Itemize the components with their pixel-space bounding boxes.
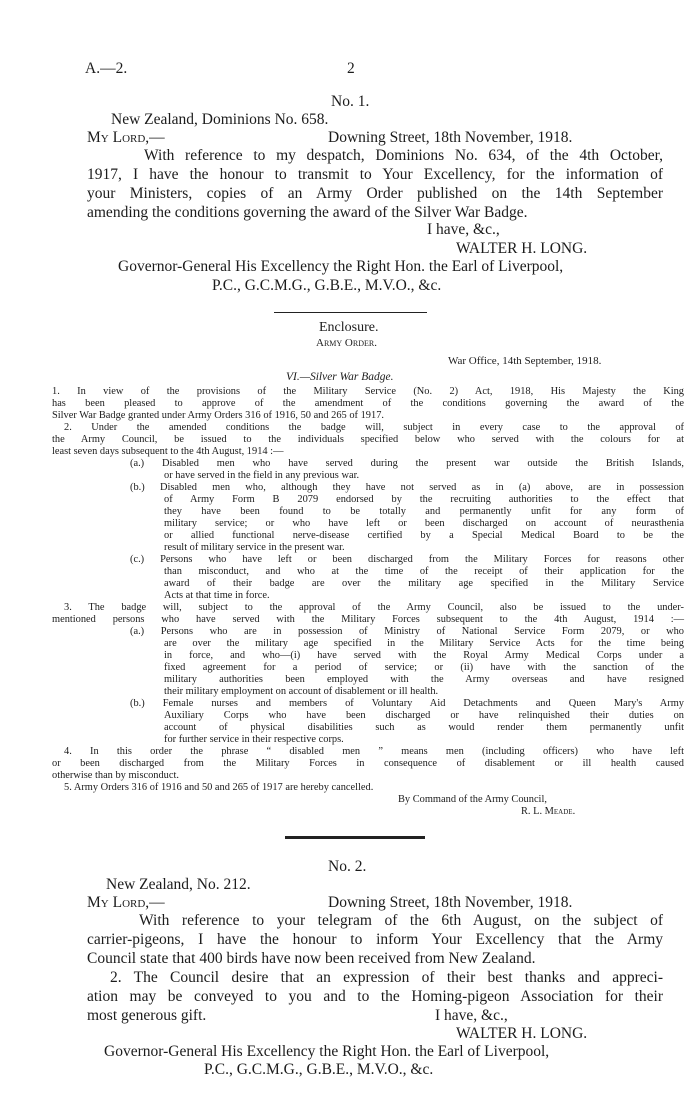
item-3a-line: fixed agreement for a period of service; or (ii) have with the sanction of the bbox=[164, 662, 684, 673]
page-number: 2 bbox=[347, 60, 355, 77]
letter2-addressee: Governor-General His Excellency the Right Hon. the Earl of Liverpool, bbox=[104, 1043, 550, 1060]
letter1-salutation: My Lord,— bbox=[87, 129, 165, 146]
section-divider bbox=[274, 312, 427, 313]
letter1-addressee-titles: P.C., G.C.M.G., G.B.E., M.V.O., &c. bbox=[212, 277, 442, 294]
letter1-body-line: 1917, I have the honour to transmit to Your Excellency, for the information of bbox=[87, 166, 663, 183]
enclosure-place-date: War Office, 14th September, 1918. bbox=[448, 355, 602, 367]
para-2-line: least seven days subsequent to the 4th August, 1914 :— bbox=[52, 446, 284, 457]
letter2-signature: WALTER H. LONG. bbox=[456, 1025, 588, 1042]
letter2-body-line: most generous gift. bbox=[87, 1007, 207, 1024]
letter1-closing: I have, &c., bbox=[427, 221, 500, 238]
item-b-line: or allied functional nerve-disease certified by a Special Medical Board to be the bbox=[164, 530, 684, 541]
letter1-ref: New Zealand, Dominions No. 658. bbox=[111, 111, 329, 128]
item-3b-line: account of physical disabilities such as would render them permanently unfit bbox=[164, 722, 684, 733]
enclosure-command: By Command of the Army Council, bbox=[398, 794, 547, 805]
para-4-line: otherwise than by misconduct. bbox=[52, 770, 179, 781]
letter1-title: No. 1. bbox=[331, 93, 370, 110]
letter2-body-line: Council state that 400 birds have now been received from New Zealand. bbox=[87, 950, 536, 967]
letter2-body-line: 2. The Council desire that an expression of their best thanks and appreci- bbox=[110, 969, 663, 986]
item-3a-line: in force, and who—(i) have served with the Royal Army Medical Corps under a bbox=[164, 650, 684, 661]
item-3a-line: their military employment on account of disablement or ill health. bbox=[164, 686, 439, 697]
para-2-line: the Army Council, be issued to the individuals specified below who served with the colours for at bbox=[52, 434, 684, 445]
letter2-ref: New Zealand, No. 212. bbox=[106, 876, 251, 893]
letter1-addressee: Governor-General His Excellency the Right Hon. the Earl of Liverpool, bbox=[118, 258, 564, 275]
item-c-line: (c.) Persons who have left or been discharged from the Military Forces for reasons other bbox=[130, 554, 684, 565]
para-4-line: 4. In this order the phrase “ disabled men ” means men (including officers) who have left bbox=[64, 746, 684, 757]
letter1-signature: WALTER H. LONG. bbox=[456, 240, 588, 257]
letter1-body-line: amending the conditions governing the award of the Silver War Badge. bbox=[87, 204, 528, 221]
item-3a-line: are over the military age specified in the Military Service Acts for the time being bbox=[164, 638, 684, 649]
letter1-body-line: your Ministers, copies of an Army Order published on the 14th September bbox=[87, 185, 663, 202]
letter2-body-line: ation may be conveyed to you and to the Homing-pigeon Association for their bbox=[87, 988, 663, 1005]
letter2-salutation: My Lord,— bbox=[87, 894, 165, 911]
letter2-title: No. 2. bbox=[328, 858, 367, 875]
enclosure-heading: VI.—Silver War Badge. bbox=[286, 371, 394, 383]
letter1-body-line: With reference to my despatch, Dominions No. 634, of the 4th October, bbox=[144, 147, 663, 164]
letter2-place-date: Downing Street, 18th November, 1918. bbox=[328, 894, 573, 911]
para-3-line: mentioned persons who have served with the Military Forces subsequent to the 4th August, 1914 :— bbox=[52, 614, 684, 625]
section-divider-thick bbox=[285, 836, 425, 839]
item-a-line: or have served in the field in any previous war. bbox=[164, 470, 360, 481]
para-4-line: or been discharged from the Military Forces in consequence of disablement or ill health caused bbox=[52, 758, 684, 769]
item-3b-line: Auxiliary Corps who have been discharged or have relinquished their duties on bbox=[164, 710, 684, 721]
para-1-line: has been pleased to approve of the amendment of the conditions governing the award of the bbox=[52, 398, 684, 409]
para-1-line: Silver War Badge granted under Army Orders 316 of 1916, 50 and 265 of 1917. bbox=[52, 410, 384, 421]
letter2-closing: I have, &c., bbox=[435, 1007, 508, 1024]
letter1-place-date: Downing Street, 18th November, 1918. bbox=[328, 129, 573, 146]
item-b-line: military service; or who have left or been discharged on account of neurasthenia bbox=[164, 518, 684, 529]
item-b-line: result of military service in the present war. bbox=[164, 542, 345, 553]
item-c-line: than misconduct, and who at the time of the receipt of their application for the bbox=[164, 566, 684, 577]
para-5: 5. Army Orders 316 of 1916 and 50 and 265 of 1917 are hereby cancelled. bbox=[64, 782, 374, 793]
letter2-addressee-titles: P.C., G.C.M.G., G.B.E., M.V.O., &c. bbox=[204, 1061, 434, 1078]
letter2-body-line: carrier-pigeons, I have the honour to inform Your Excellency that the Army bbox=[87, 931, 663, 948]
item-b-line: they have been found to be totally and permanently unfit for any form of bbox=[164, 506, 684, 517]
item-3a-line: (a.) Persons who are in possession of Ministry of National Service Form 2079, or who bbox=[130, 626, 684, 637]
item-c-line: award of their badge are over the military age specified in the Military Service bbox=[164, 578, 684, 589]
item-a-line: (a.) Disabled men who have served during the present war outside the British Islands, bbox=[130, 458, 684, 469]
enclosure-subtitle: Army Order. bbox=[316, 337, 377, 349]
para-1-line: 1. In view of the provisions of the Military Service (No. 2) Act, 1918, His Majesty the King bbox=[52, 386, 684, 397]
item-3b-line: (b.) Female nurses and members of Voluntary Aid Detachments and Queen Mary's Army bbox=[130, 698, 684, 709]
item-b-line: (b.) Disabled men who, although they have not served as in (a) above, are in possession bbox=[130, 482, 684, 493]
item-b-line: of Army Form B 2079 endorsed by the recruiting authorities to the effect that bbox=[164, 494, 684, 505]
item-3a-line: military authorities been employed with the Army overseas and have resigned bbox=[164, 674, 684, 685]
para-2-line: 2. Under the amended conditions the badge will, subject in every case to the approval of bbox=[64, 422, 684, 433]
enclosure-title: Enclosure. bbox=[319, 320, 379, 335]
enclosure-signature: R. L. Meade. bbox=[521, 806, 576, 817]
item-3b-line: for further service in their respective corps. bbox=[164, 734, 344, 745]
running-header: A.—2. bbox=[85, 60, 128, 77]
item-c-line: Acts at that time in force. bbox=[164, 590, 270, 601]
letter2-body-line: With reference to your telegram of the 6th August, on the subject of bbox=[139, 912, 663, 929]
para-3-line: 3. The badge will, subject to the approval of the Army Council, also be issued to the under- bbox=[64, 602, 684, 613]
